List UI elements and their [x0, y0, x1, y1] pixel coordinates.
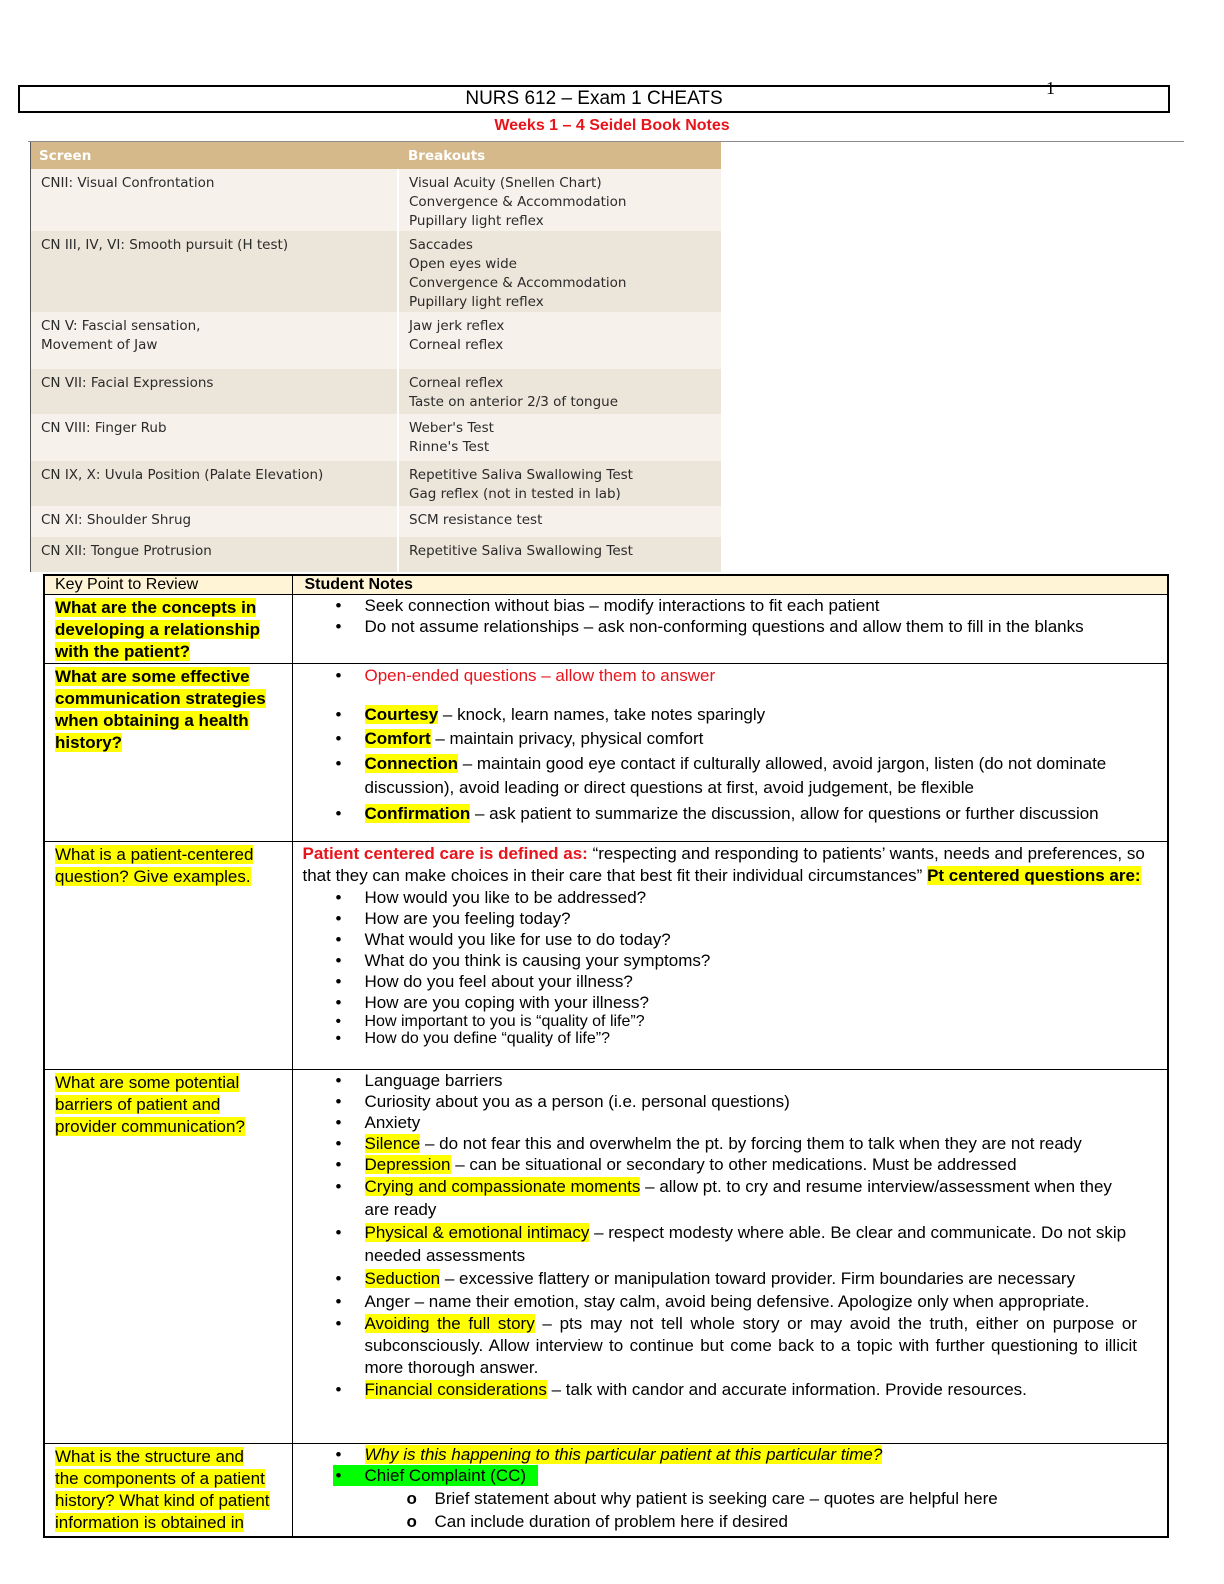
cn-breakout: Saccades: [409, 237, 473, 254]
key-line: barriers of patient and: [55, 1095, 221, 1114]
item-term: Courtesy: [364, 705, 439, 724]
item-text: Anxiety: [364, 1113, 421, 1132]
item-text: How important to you is “quality of life”?: [364, 1013, 645, 1030]
item-term: Crying and compassionate moments: [364, 1177, 641, 1196]
list-item: [293, 1112, 1138, 1133]
student-notes: [292, 595, 1168, 664]
key-line: with the patient?: [55, 642, 191, 661]
list-item: [293, 971, 1168, 992]
list-item: [293, 728, 1168, 749]
item-text: Do not assume relationships – ask non-conforming questions and allow them to fill in the blanks: [364, 617, 1084, 636]
item-text: – do not fear this and overwhelm the pt. by forcing them to talk when they are not ready: [420, 1134, 1082, 1153]
key-line: What are some potential: [55, 1073, 240, 1092]
list-item: [293, 752, 1168, 800]
list-item: [293, 1290, 1138, 1313]
cn-screen: CN III, IV, VI: Smooth pursuit (H test): [31, 231, 399, 312]
key-point: [44, 842, 292, 1070]
item-text: What would you like for use to do today?: [364, 930, 671, 949]
list-item: [293, 1030, 1168, 1047]
item-text: What do you think is causing your symptoms?: [364, 951, 711, 970]
list-item: [293, 1465, 1168, 1486]
item-text: – talk with candor and accurate information. Provide resources.: [546, 1380, 1027, 1399]
item-term: Depression: [364, 1155, 451, 1174]
item-text: – knock, learn names, take notes sparingly: [438, 705, 766, 724]
document-title: NURS 612 – Exam 1 CHEATS: [18, 85, 1170, 113]
student-notes: [292, 664, 1168, 842]
cn-breakouts: [398, 414, 721, 461]
definition-paragraph: [293, 842, 1168, 887]
item-text: – excessive flattery or manipulation toward provider. Firm boundaries are necessary: [440, 1269, 1076, 1288]
bullet-icon: •: [335, 1134, 342, 1153]
cn-breakout: Repetitive Saliva Swallowing Test: [409, 466, 633, 483]
item-term: Confirmation: [364, 804, 471, 823]
item-text: – can be situational or secondary to other medications. Must be addressed: [450, 1155, 1017, 1174]
item-text: How do you feel about your illness?: [364, 972, 633, 991]
notes-table: [43, 574, 1169, 1538]
list-item: [293, 1267, 1138, 1290]
cn-row: [31, 506, 722, 537]
cn-breakout: Rinne's Test: [409, 438, 490, 455]
item-text: How would you like to be addressed?: [364, 888, 647, 907]
item-text: Why is this happening to this particular patient at this particular time?: [364, 1445, 883, 1464]
sub-bullet-icon: o: [406, 1512, 417, 1531]
cn-breakout: Visual Acuity (Snellen Chart): [409, 175, 602, 192]
key-line: What are some effective: [55, 667, 250, 686]
key-line: history? What kind of patient: [55, 1491, 270, 1510]
key-line: history?: [55, 733, 123, 752]
key-line: question? Give examples.: [55, 867, 251, 886]
bullet-icon: •: [335, 1177, 342, 1196]
bullet-icon: •: [335, 666, 342, 685]
list-item: [293, 992, 1168, 1013]
item-term: Avoiding the full story: [364, 1314, 535, 1333]
cn-screen: CN IX, X: Uvula Position (Palate Elevation): [31, 461, 399, 506]
definition-text: “respecting and responding to patients’ wants, needs and preferences, so that they can make choices in their care that best fit their individual circumstances”: [302, 844, 1145, 885]
item-term: Connection: [364, 754, 458, 773]
bullet-icon: •: [335, 1445, 342, 1464]
notes-row: [44, 595, 1168, 664]
bullet-icon: •: [335, 596, 342, 615]
item-term: Seduction: [364, 1269, 441, 1288]
bullet-icon: •: [335, 1466, 342, 1485]
item-text: Can include duration of problem here if desired: [434, 1512, 788, 1531]
item-text: – allow pt. to cry and resume interview/assessment when they are ready: [364, 1177, 1112, 1219]
definition-label: Patient centered care is defined as:: [302, 844, 588, 863]
sub-bullet-icon: o: [406, 1489, 417, 1508]
bullet-icon: •: [335, 930, 342, 949]
list-item: [293, 595, 1168, 616]
student-notes: [292, 842, 1168, 1070]
cn-screen: CNII: Visual Confrontation: [31, 169, 399, 231]
page-number: 1: [1046, 78, 1055, 98]
item-text: Seek connection without bias – modify interactions to fit each patient: [364, 596, 880, 615]
list-item: [293, 929, 1168, 950]
notes-list: [293, 1070, 1168, 1400]
student-notes: [292, 1444, 1168, 1538]
cn-row: [31, 231, 722, 312]
item-text: Language barriers: [364, 1071, 503, 1090]
bullet-icon: •: [335, 1314, 342, 1333]
key-line: information is obtained in: [55, 1513, 245, 1532]
cn-breakout: Pupillary light reflex: [409, 213, 544, 230]
cn-header-screen: Screen: [31, 142, 399, 169]
bullet-icon: •: [335, 909, 342, 928]
key-line: What are the concepts in: [55, 598, 257, 617]
cn-breakout: Convergence & Accommodation: [409, 194, 627, 211]
list-item: [293, 803, 1168, 824]
notes-list: [293, 595, 1168, 637]
cn-screen: CN XII: Tongue Protrusion: [31, 537, 399, 572]
bullet-icon: •: [335, 617, 342, 636]
cn-breakouts: [398, 369, 721, 414]
cn-breakout: Gag reflex (not in tested in lab): [409, 485, 621, 502]
cn-breakouts: [398, 312, 721, 368]
bullet-icon: •: [335, 1223, 342, 1242]
list-item: [293, 1154, 1138, 1175]
cn-breakout: Corneal reflex: [409, 374, 504, 391]
list-item: [293, 1444, 1168, 1465]
key-point: [44, 595, 292, 664]
cn-breakout: Pupillary light reflex: [409, 294, 544, 311]
item-text: How are you feeling today?: [364, 909, 571, 928]
item-text: – maintain good eye contact if culturally allowed, avoid jargon, listen (do not dominate discussion), avoid leading or direct questions at first, avoid judgement, be flexible: [364, 754, 1107, 797]
key-line: communication strategies: [55, 689, 266, 708]
cn-breakouts: [398, 231, 721, 312]
bullet-icon: •: [335, 1292, 342, 1311]
list-item: [293, 665, 1168, 686]
list-item: [293, 908, 1168, 929]
item-text: Curiosity about you as a person (i.e. personal questions): [364, 1092, 790, 1111]
bullet-icon: •: [335, 1071, 342, 1090]
cn-breakouts: [398, 169, 721, 231]
list-item: [293, 1175, 1138, 1221]
key-line: the components of a patient: [55, 1469, 265, 1488]
notes-header-row: [44, 575, 1168, 595]
item-term: Financial considerations: [364, 1380, 547, 1399]
item-term: Physical & emotional intimacy: [364, 1223, 590, 1242]
list-item: [293, 950, 1168, 971]
item-text: How are you coping with your illness?: [364, 993, 649, 1012]
bullet-icon: •: [335, 804, 342, 823]
key-point: [44, 1070, 292, 1444]
bullet-icon: •: [335, 993, 342, 1012]
cn-breakout: Weber's Test: [409, 419, 494, 436]
key-line: What is the structure and: [55, 1447, 244, 1466]
key-line: What is a patient-centered: [55, 845, 254, 864]
item-text: How do you define “quality of life”?: [364, 1030, 610, 1047]
cn-screen-line: Movement of Jaw: [41, 337, 158, 354]
notes-header-key: Key Point to Review: [44, 575, 292, 595]
list-item: [293, 1133, 1138, 1154]
item-text: – pts may not tell whole story or may avoid the truth, either on purpose or subconsciously. Allow interview to continue but come back to a topic with further questioning to illicit more thorough answer.: [364, 1314, 1138, 1377]
bullet-icon: •: [335, 705, 342, 724]
list-item: [293, 1379, 1138, 1400]
cn-row: [31, 369, 722, 414]
cn-breakout: Open eyes wide: [409, 256, 517, 273]
list-item: [293, 887, 1168, 908]
cn-breakout: Jaw jerk reflex: [409, 318, 505, 335]
key-point: [44, 664, 292, 842]
bullet-icon: •: [335, 888, 342, 907]
cn-row: [31, 461, 722, 506]
key-line: when obtaining a health: [55, 711, 249, 730]
bullet-icon: •: [335, 1030, 342, 1047]
bullet-icon: •: [335, 1113, 342, 1132]
bullet-icon: •: [335, 754, 342, 773]
key-line: developing a relationship: [55, 620, 260, 639]
item-text: Anger – name their emotion, stay calm, avoid being defensive. Apologize only when appropriate.: [364, 1292, 1090, 1311]
cn-row: [31, 414, 722, 461]
cranial-nerve-table: [30, 142, 721, 572]
cn-screen-line: CN V: Fascial sensation,: [41, 318, 201, 335]
notes-row: [44, 842, 1168, 1070]
key-line: provider communication?: [55, 1117, 245, 1136]
document-subtitle: Weeks 1 – 4 Seidel Book Notes: [494, 117, 730, 134]
list-item: [293, 616, 1168, 637]
bullet-icon: •: [335, 729, 342, 748]
cn-breakout: Repetitive Saliva Swallowing Test: [409, 542, 633, 559]
notes-list: [293, 887, 1168, 1047]
notes-list: [293, 665, 1168, 824]
notes-header-notes: Student Notes: [292, 575, 1168, 595]
pt-centered-label: Pt centered questions are:: [927, 866, 1141, 885]
bullet-icon: •: [335, 1269, 342, 1288]
cn-row: [31, 169, 722, 231]
cn-screen: CN VII: Facial Expressions: [31, 369, 399, 414]
student-notes: [292, 1070, 1168, 1444]
bullet-icon: •: [335, 1155, 342, 1174]
notes-row: [44, 1444, 1168, 1538]
cn-breakouts: [398, 506, 721, 537]
notes-row: [44, 664, 1168, 842]
item-text: Open-ended questions – allow them to answer: [364, 666, 716, 685]
cn-header-row: [31, 142, 722, 169]
bullet-icon: •: [335, 1092, 342, 1111]
cn-row: [31, 537, 722, 572]
item-text: Chief Complaint (CC): [364, 1466, 527, 1485]
item-text: – ask patient to summarize the discussion, allow for questions or further discussion: [470, 804, 1099, 823]
item-text: – respect modesty where able. Be clear and communicate. Do not skip needed assessments: [364, 1223, 1127, 1265]
list-item: [293, 1221, 1138, 1267]
cn-breakout: SCM resistance test: [409, 511, 543, 528]
cn-screen: [31, 312, 399, 368]
bullet-icon: •: [335, 1013, 342, 1030]
key-point: [44, 1444, 292, 1538]
cn-breakout: Corneal reflex: [409, 337, 504, 354]
bullet-icon: •: [335, 1380, 342, 1399]
cn-screen: CN XI: Shoulder Shrug: [31, 506, 399, 537]
cn-header-breakouts: Breakouts: [398, 142, 721, 169]
cn-screen: CN VIII: Finger Rub: [31, 414, 399, 461]
notes-row: [44, 1070, 1168, 1444]
item-term: Silence: [364, 1134, 421, 1153]
list-item: [293, 1091, 1138, 1112]
list-item: [293, 1013, 1168, 1030]
cn-row: [31, 312, 722, 368]
list-item: [293, 1488, 1168, 1509]
list-item: [293, 1313, 1138, 1379]
cn-breakout: Taste on anterior 2/3 of tongue: [409, 393, 619, 410]
cn-breakouts: [398, 537, 721, 572]
item-text: – maintain privacy, physical comfort: [430, 729, 704, 748]
cn-breakouts: [398, 461, 721, 506]
item-term: Comfort: [364, 729, 431, 748]
list-item: [293, 704, 1168, 725]
list-item: [293, 1070, 1138, 1091]
cn-breakout: Convergence & Accommodation: [409, 275, 627, 292]
bullet-icon: •: [335, 951, 342, 970]
list-item: [293, 1511, 1168, 1532]
notes-list: [293, 1444, 1168, 1532]
item-text: Brief statement about why patient is seeking care – quotes are helpful here: [434, 1489, 998, 1508]
bullet-icon: •: [335, 972, 342, 991]
